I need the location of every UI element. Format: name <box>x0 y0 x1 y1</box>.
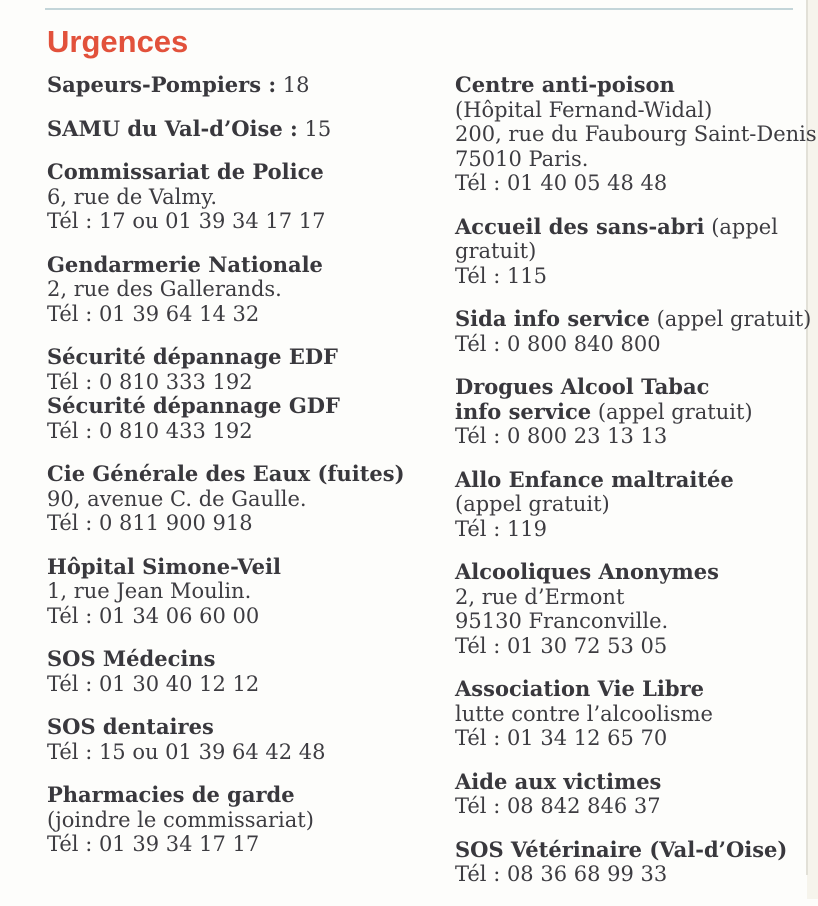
entry-heading: Sapeurs-Pompiers : <box>47 72 277 97</box>
entry-line <box>455 862 818 887</box>
entry-heading: Hôpital Simone-Veil <box>47 553 281 579</box>
entry-line <box>47 462 447 487</box>
directory-entry <box>455 73 818 196</box>
entry-text: Tél : 01 39 34 17 17 <box>47 832 260 856</box>
entry-text: 90, avenue C. de Gaulle. <box>47 486 307 511</box>
entry-text: 15 <box>297 116 332 141</box>
entry-line <box>455 332 818 357</box>
entry-line <box>47 253 447 278</box>
entry-line <box>47 715 447 740</box>
entry-text: Tél : 01 40 05 48 48 <box>455 171 668 195</box>
entry-text: Tél : 17 ou 01 39 34 17 17 <box>47 209 326 233</box>
page-title: Urgences <box>47 24 189 59</box>
entry-line <box>455 726 818 751</box>
entry-text: (Hôpital Fernand-Widal) <box>455 97 713 122</box>
entry-line <box>455 517 818 542</box>
entry-line <box>47 832 447 857</box>
entry-heading: Centre anti-poison <box>455 72 675 97</box>
directory-entry <box>47 647 447 696</box>
entry-text: Tél : 08 842 846 37 <box>455 794 661 818</box>
directory-entry <box>47 253 447 327</box>
entry-text: 95130 Franconville. <box>455 609 669 633</box>
entry-heading: Aide aux victimes <box>455 768 662 794</box>
directory-entry <box>455 560 818 658</box>
entry-text: (appel gratuit) <box>591 399 753 424</box>
entry-text: 75010 Paris. <box>455 146 589 171</box>
entry-line <box>455 585 818 610</box>
entry-line <box>455 468 818 493</box>
directory-entry <box>47 715 447 764</box>
right-column <box>455 73 818 906</box>
entry-heading: SOS dentaires <box>47 714 214 739</box>
entry-line <box>455 838 818 863</box>
entry-text: Tél : 0 800 840 800 <box>455 331 661 356</box>
entry-text: (joindre le commissariat) <box>47 807 314 832</box>
entry-text: 18 <box>276 73 310 97</box>
entry-line <box>455 794 818 819</box>
entry-text: Tél : 01 34 06 60 00 <box>47 603 260 628</box>
entry-heading: Accueil des sans-abri <box>455 213 705 239</box>
directory-entry <box>47 160 447 234</box>
entry-line <box>455 677 818 702</box>
entry-line <box>47 345 447 370</box>
directory-entry <box>455 468 818 542</box>
entry-line <box>47 740 447 765</box>
entry-text: 2, rue d’Ermont <box>455 584 625 609</box>
directory-entry <box>47 345 447 443</box>
entry-text: lutte contre l’alcoolisme <box>455 701 713 726</box>
entry-line <box>47 783 447 808</box>
entry-line <box>455 147 818 172</box>
entry-text: (appel gratuit) <box>455 492 610 516</box>
entry-line <box>455 73 818 98</box>
entry-text: Tél : 0 810 433 192 <box>47 418 253 443</box>
entry-heading: SAMU du Val-d’Oise : <box>47 115 298 141</box>
directory-entry <box>47 73 447 98</box>
entry-line <box>47 209 447 234</box>
entry-text: Tél : 0 800 23 13 13 <box>455 424 668 448</box>
entry-line <box>47 604 447 629</box>
entry-line <box>455 122 818 147</box>
entry-text: Tél : 115 <box>455 263 548 288</box>
entry-heading: Sida info service <box>455 306 650 331</box>
entry-text: Tél : 08 36 68 99 33 <box>455 862 668 886</box>
entry-text: Tél : 15 ou 01 39 64 42 48 <box>47 739 326 764</box>
directory-entry <box>455 215 818 289</box>
entry-text: Tél : 01 30 40 12 12 <box>47 671 260 696</box>
entry-line <box>455 770 818 795</box>
entry-text: Tél : 0 811 900 918 <box>47 511 253 535</box>
directory-entry <box>455 677 818 751</box>
entry-line <box>455 171 818 196</box>
entry-line <box>455 634 818 659</box>
directory-entry <box>455 838 818 887</box>
left-column <box>47 73 447 876</box>
entry-heading: Sécurité dépannage EDF <box>47 344 338 369</box>
entry-heading: Gendarmerie Nationale <box>47 251 323 277</box>
entry-line <box>455 702 818 727</box>
entry-line <box>47 117 447 142</box>
entry-heading: Pharmacies de garde <box>47 782 295 807</box>
directory-entry <box>47 462 447 536</box>
entry-line <box>47 370 447 395</box>
entry-line <box>455 98 818 123</box>
directory-entry <box>47 555 447 629</box>
entry-text: Tél : 01 34 12 65 70 <box>455 726 668 750</box>
entry-text: Tél : 01 30 72 53 05 <box>455 633 668 658</box>
entry-text: (appel gratuit) <box>649 307 812 331</box>
entry-line <box>47 487 447 512</box>
entry-text: 1, rue Jean Moulin. <box>47 579 252 603</box>
entry-text: 2, rue des Gallerands. <box>47 277 282 301</box>
entry-text: Tél : 01 39 64 14 32 <box>47 301 260 326</box>
entry-text: 6, rue de Valmy. <box>47 184 218 209</box>
entry-line <box>47 672 447 697</box>
entry-heading: SOS Médecins <box>47 646 216 671</box>
entry-line <box>47 394 447 419</box>
entry-line <box>455 609 818 634</box>
top-hairline <box>45 8 793 10</box>
entry-heading: Association Vie Libre <box>455 676 705 701</box>
entry-line <box>47 302 447 327</box>
directory-entry <box>455 307 818 356</box>
directory-entry <box>455 770 818 819</box>
entry-line <box>47 647 447 672</box>
entry-line <box>47 419 447 444</box>
entry-heading: SOS Vétérinaire (Val-d’Oise) <box>455 836 788 862</box>
directory-entry <box>47 117 447 142</box>
directory-entry <box>47 783 447 857</box>
entry-text: 200, rue du Faubourg Saint-Denis <box>455 122 817 146</box>
entry-text: Tél : 119 <box>455 516 548 541</box>
entry-line <box>455 400 818 425</box>
entry-line <box>47 555 447 580</box>
entry-line <box>47 160 447 185</box>
entry-heading: Commissariat de Police <box>47 159 324 184</box>
entry-heading: Cie Générale des Eaux (fuites) <box>47 461 405 486</box>
entry-heading: Drogues Alcool Tabac <box>455 374 710 399</box>
entry-line <box>455 492 818 517</box>
entry-heading: Sécurité dépannage GDF <box>47 393 340 418</box>
entry-line <box>47 808 447 833</box>
entry-heading: info service <box>455 398 592 424</box>
entry-line <box>47 73 447 98</box>
entry-heading: Alcooliques Anonymes <box>455 559 719 584</box>
entry-line <box>47 277 447 302</box>
entry-heading: Allo Enfance maltraitée <box>455 466 734 492</box>
entry-line <box>455 560 818 585</box>
entry-text: (appel gratuit) <box>455 214 778 263</box>
directory-entry <box>455 375 818 449</box>
entry-line <box>455 264 818 289</box>
entry-line <box>455 307 818 332</box>
entry-line <box>455 215 818 264</box>
entry-text: Tél : 0 810 333 192 <box>47 369 253 394</box>
entry-line <box>47 511 447 536</box>
entry-line <box>455 424 818 449</box>
entry-line <box>47 579 447 604</box>
entry-line <box>47 185 447 210</box>
entry-line <box>455 375 818 400</box>
